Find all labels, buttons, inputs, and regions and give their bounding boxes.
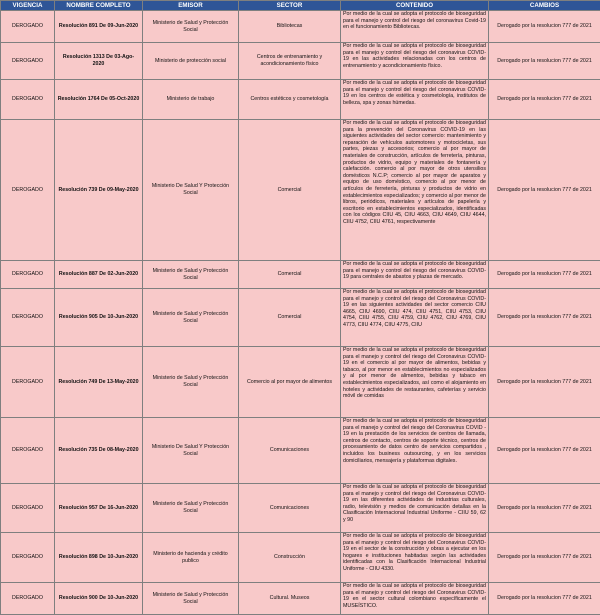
table-row bbox=[1, 11, 600, 43]
cell-vigencia: DEROGADO bbox=[1, 120, 55, 261]
cell-cambios: Derogado por la resolucion 777 de 2021 bbox=[489, 583, 600, 615]
cell-contenido: Por medio de la cual se adopta el protocolo de bioseguridad para el manejo y control del riesgo del Coronavirus COVID - 19 en la prestación de los servicios de centros de llamada, centros de contacto, centros de soporte técnico, centros de procesamiento de datos centro de servicios compartidos , incluidos los business outsourcing, y en los servicios domiciliarios, mensajería y plataformas digitales. bbox=[341, 418, 489, 484]
cell-nombre: Resolución 1764 De 05-Oct-2020 bbox=[55, 80, 143, 120]
cell-nombre: Resolución 891 De 09-Jun-2020 bbox=[55, 11, 143, 43]
cell-contenido: Por medio de la cual se adopta el protocolo de bioseguridad para el manejo y control del riesgo del Coronavirus COVID-19 en el comercio al por mayor de alimentos, bebidas y tabaco, al por menor en establecimientos no especializados y al por menor de alimentos, bebidas y tabaco en establecimientos especializados, así como el alojamiento en hoteles y actividades de restaurantes, cafeterías y servicio móvil de comidas bbox=[341, 347, 489, 418]
cell-emisor: Ministerio de Salud y Protección Social bbox=[143, 289, 239, 347]
cell-nombre: Resolución 735 De 08-May-2020 bbox=[55, 418, 143, 484]
cell-sector: Centros de entrenamiento y acondicionamiento físico bbox=[239, 43, 341, 80]
cell-vigencia: DEROGADO bbox=[1, 583, 55, 615]
cell-nombre: Resolución 898 De 10-Jun-2020 bbox=[55, 533, 143, 583]
cell-cambios: Derogado por la resolucion 777 de 2021 bbox=[489, 43, 600, 80]
cell-nombre: Resolución 749 De 13-May-2020 bbox=[55, 347, 143, 418]
table-row bbox=[1, 418, 600, 484]
cell-vigencia: DEROGADO bbox=[1, 261, 55, 289]
cell-emisor: Ministerio de trabajo bbox=[143, 80, 239, 120]
table-row bbox=[1, 261, 600, 289]
cell-emisor: Ministerio De Salud Y Protección Social bbox=[143, 418, 239, 484]
cell-emisor: Ministerio de hacienda y crédito publico bbox=[143, 533, 239, 583]
col-header-vigencia: VIGENCIA bbox=[1, 1, 55, 11]
cell-contenido: Por medio de la cual se adopta el protocolo de bioseguridad para el manejo y control del riesgo del Coronavirus COVID-19 en las diferentes actividades de industrias culturales, radio, televisión y medios de comunicación detallas en la Clasificación Internacional Industrial Uniforme - CIIU 59, 62 y 90 bbox=[341, 484, 489, 533]
cell-sector: Comercial bbox=[239, 289, 341, 347]
cell-nombre: Resolución 905 De 10-Jun-2020 bbox=[55, 289, 143, 347]
cell-sector: Comunicaciones bbox=[239, 418, 341, 484]
table-row bbox=[1, 484, 600, 533]
cell-nombre: Resolución 887 De 02-Jun-2020 bbox=[55, 261, 143, 289]
cell-sector: Construcción bbox=[239, 533, 341, 583]
col-header-sector: SECTOR bbox=[239, 1, 341, 11]
cell-contenido: Por medio de la cual se adopta el protocolo de bioseguridad para el manejo y control del riesgo del coronavirus COVID-19 para centrales de abastos y plazas de mercado. bbox=[341, 261, 489, 289]
cell-nombre: Resolución 1313 De 03-Ago-2020 bbox=[55, 43, 143, 80]
col-header-contenido: CONTENIDO bbox=[341, 1, 489, 11]
cell-contenido: Por medio de la cual se adopta el protocolo de bioseguridad para el manejo y control del riesgo del coronavirus COVID-19 en los centros de estética y cosmetología, institutos de belleza, spa y zonas húmedas. bbox=[341, 80, 489, 120]
col-header-nombre: NOMBRE COMPLETO bbox=[55, 1, 143, 11]
cell-sector: Comunicaciones bbox=[239, 484, 341, 533]
cell-sector: Cultural. Museos bbox=[239, 583, 341, 615]
cell-emisor: Ministerio de Salud y Protección Social bbox=[143, 347, 239, 418]
cell-vigencia: DEROGADO bbox=[1, 43, 55, 80]
table-row bbox=[1, 583, 600, 615]
cell-cambios: Derogado por la resolucion 777 de 2021 bbox=[489, 533, 600, 583]
cell-vigencia: DEROGADO bbox=[1, 533, 55, 583]
cell-emisor: Ministerio de Salud y Protección Social bbox=[143, 484, 239, 533]
header-row bbox=[1, 1, 600, 11]
table-row bbox=[1, 347, 600, 418]
cell-emisor: Ministerio De Salud Y Protección Social bbox=[143, 120, 239, 261]
cell-vigencia: DEROGADO bbox=[1, 347, 55, 418]
cell-vigencia: DEROGADO bbox=[1, 289, 55, 347]
cell-vigencia: DEROGADO bbox=[1, 80, 55, 120]
cell-sector: Comercial bbox=[239, 120, 341, 261]
cell-emisor: Ministerio de protección social bbox=[143, 43, 239, 80]
table-row bbox=[1, 120, 600, 261]
cell-emisor: Ministerio de Salud y Protección Social bbox=[143, 11, 239, 43]
cell-contenido: Por medio de la cual se adopta el protocolo de bioseguridad para el manejo y control del riesgo del Coronavirus COVID-19 en el sector de la construcción y obras a ejecutar en los hogares e instituciones habitadas según las actividades identificadas con la Clasificación Internacional Industrial Uniforme - CIIU 4330. bbox=[341, 533, 489, 583]
cell-cambios: Derogado por la resolucion 777 de 2021 bbox=[489, 418, 600, 484]
cell-sector: Centros estéticos y cosmetología bbox=[239, 80, 341, 120]
cell-nombre: Resolución 739 De 09-May-2020 bbox=[55, 120, 143, 261]
cell-vigencia: DEROGADO bbox=[1, 484, 55, 533]
cell-sector: Comercio al por mayor de alimentos bbox=[239, 347, 341, 418]
cell-sector: Bibliotecas bbox=[239, 11, 341, 43]
cell-contenido: Por medio de la cual se adopta el protocolo de bioseguridad para el manejo y control del riesgo del Coronavirus COVID-19 en el sector cultural colombiano específicamente el MUSEÍSTICO. bbox=[341, 583, 489, 615]
cell-vigencia: DEROGADO bbox=[1, 11, 55, 43]
cell-cambios: Derogado por la resolucion 777 de 2021 bbox=[489, 11, 600, 43]
cell-vigencia: DEROGADO bbox=[1, 418, 55, 484]
cell-contenido: Por medio de la cual se adopta el protocolo de bioseguridad para el manejo y control del riesgo del Coronavirus COVID-19 en las siguientes actividades del sector comercio CIIU 4665, CIIU 4690, CIIU 474, CIIU 4751, CIIU 4753, CIIU 4754, CIIU 4755, CIIU 4759, CIIU 4762, CIIU 4769, CIIU 4773, CIIU 4774, CIIU 4775, CIIU bbox=[341, 289, 489, 347]
table-row bbox=[1, 289, 600, 347]
table-row bbox=[1, 533, 600, 583]
table-row bbox=[1, 43, 600, 80]
cell-cambios: Derogado por la resolucion 777 de 2021 bbox=[489, 484, 600, 533]
cell-contenido: Por medio de la cual se adopta el protocolo de bioseguridad para el manejo y control del riesgo del coronavirus Covid-19 en el funcionamiento Bibliotecas. bbox=[341, 11, 489, 43]
col-header-emisor: EMISOR bbox=[143, 1, 239, 11]
cell-nombre: Resolución 900 De 10-Jun-2020 bbox=[55, 583, 143, 615]
cell-nombre: Resolución 957 De 16-Jun-2020 bbox=[55, 484, 143, 533]
cell-cambios: Derogado por la resolucion 777 de 2021 bbox=[489, 347, 600, 418]
cell-cambios: Derogado por la resolucion 777 de 2021 bbox=[489, 289, 600, 347]
col-header-cambios: CAMBIOS bbox=[489, 1, 600, 11]
cell-cambios: Derogado por la resolucion 777 de 2021 bbox=[489, 261, 600, 289]
cell-emisor: Ministerio de Salud y Protección Social bbox=[143, 583, 239, 615]
cell-sector: Comercial bbox=[239, 261, 341, 289]
cell-cambios: Derogado por la resolucion 777 de 2021 bbox=[489, 80, 600, 120]
table-row bbox=[1, 80, 600, 120]
cell-emisor: Ministerio de Salud y Protección Social bbox=[143, 261, 239, 289]
cell-cambios: Derogado por la resolucion 777 de 2021 bbox=[489, 120, 600, 261]
cell-contenido: Por medio de la cual se adopta el protocolo de bioseguridad para el manejo y control del riesgo del coronavirus COVID-19 en las actividades relacionadas con los centros de entrenamiento y acondicionamiento físico. bbox=[341, 43, 489, 80]
cell-contenido: Por medio de la cual se adopta el protocolo de bioseguridad para la prevención del Coronavirus COVID-19 en las siguientes actividades del sector comercio: mantenimiento y reparación de vehículos automotores y motocicletas, sus partes, piezas y accesorios; comercio al por mayor de materiales de construcción, artículos de ferretería, pinturas, productos de vidrio, equipo y materiales de fontanería y calefacción. comercio al por mayor de otros utensilios domésticos N.C.P; comercio al por mayor de aparatos y equipo de uso doméstico, comercio al por menor de artículos de ferretería, pinturas y productos de vidrio en establecimientos especializados; y comercio al por menor de libros, periódicos, materiales y artículos de papelería y escritorio en establecimientos especializados, identificadas con los códigos CIIU 45, CIIU 4663, CIIU 4649, CIIU 4644, CIIU 4752, CIIU 4761, respectivamente bbox=[341, 120, 489, 261]
